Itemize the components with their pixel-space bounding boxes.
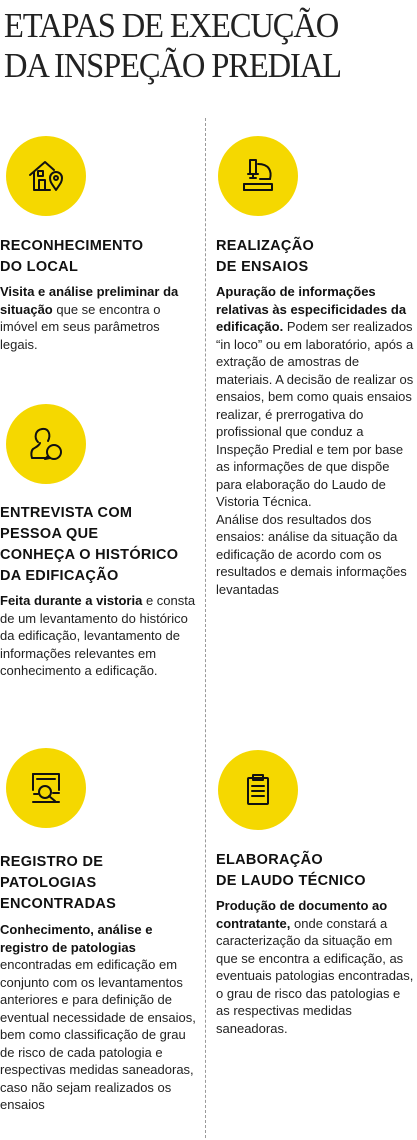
step-2-heading-line-1: ENTREVISTA COM	[0, 505, 133, 521]
step-2-description	[0, 592, 203, 680]
step-3-heading-line-3: ENCONTRADAS	[0, 896, 117, 912]
step-2-heading-line-2: PESSOA QUE	[0, 526, 99, 542]
step-5-bold-text: Produção de documento ao contratante,	[216, 898, 388, 931]
step-4-text-2: Análise dos resultados dos ensaios: análise da situação da edificação de acordo com os resultados e demais informações levantadas	[216, 511, 407, 597]
step-3-heading-line-1: REGISTRO DE	[0, 854, 104, 870]
step-1-text: que se encontra o imóvel em seus parâmetros legais.	[0, 301, 161, 352]
step-1-bold-text: Visita e análise preliminar da situação	[0, 284, 179, 317]
page-title-line-1: ETAPAS DE EXECUÇÃO	[4, 6, 339, 45]
step-3-description	[0, 921, 200, 1114]
person-speech-icon	[6, 404, 86, 484]
step-1-heading	[0, 236, 200, 278]
step-2-heading-line-4: DA EDIFICAÇÃO	[0, 568, 119, 584]
step-4-text: Podem ser realizados “in loco” ou em laboratório, após a extração de amostras de materiais. A decisão de realizar os ensaios, bem como quais ensaios realizar, é prerrogativa do profissional que conduz a Inspeção Predial e tem por base as informações de que dispõe para elaboração do Laudo de Vistoria Técnica.	[216, 319, 414, 509]
step-1-description	[0, 283, 196, 353]
step-4-description	[216, 283, 414, 598]
step-5-heading	[216, 850, 414, 892]
step-3-text: encontradas em edificação em conjunto com os levantamentos anteriores e para definição de eventual necessidade de ensaios, bem como classificação de grau de risco de cada patologia e respectivas medidas saneadoras, caso não sejam realizados os ensaios	[0, 957, 196, 1112]
step-4-bold-text: Apuração de informações relativas às especificidades da edificação.	[216, 284, 407, 334]
step-2-heading-line-3: CONHEÇA O HISTÓRICO	[0, 547, 179, 563]
page-title	[4, 6, 385, 86]
step-5-heading-line-2: DE LAUDO TÉCNICO	[216, 873, 366, 889]
step-2-bold-text: Feita durante a vistoria	[0, 593, 143, 608]
step-1-heading-line-2: DO LOCAL	[0, 259, 79, 275]
step-1-heading-line-1: RECONHECIMENTO	[0, 238, 144, 254]
microscope-icon	[218, 136, 298, 216]
step-2-text: e consta de um levantamento do histórico da edificação, levantamento de informações relevantes em conhecimento a edificação.	[0, 593, 196, 678]
step-5-heading-line-1: ELABORAÇÃO	[216, 852, 323, 868]
clipboard-icon	[218, 750, 298, 830]
step-3-bold-text: Conhecimento, análise e registro de patologias	[0, 922, 153, 955]
step-5-description	[216, 897, 414, 1037]
step-3-heading	[0, 852, 200, 915]
document-magnifier-icon	[6, 748, 86, 828]
step-4-heading	[216, 236, 414, 278]
step-3-heading-line-2: PATOLOGIAS	[0, 875, 97, 891]
step-2-heading	[0, 503, 200, 587]
step-5-text: onde constará a caracterização da situação em que se encontra a edificação, as eventuais patologias encontradas, o grau de risco das patologias e as respectivas medidas saneadoras.	[216, 915, 414, 1036]
house-location-icon	[6, 136, 86, 216]
step-4-heading-line-1: REALIZAÇÃO	[216, 238, 315, 254]
page-title-line-2: DA INSPEÇÃO PREDIAL	[4, 46, 341, 85]
column-divider	[205, 118, 206, 1138]
step-4-heading-line-2: DE ENSAIOS	[216, 259, 309, 275]
